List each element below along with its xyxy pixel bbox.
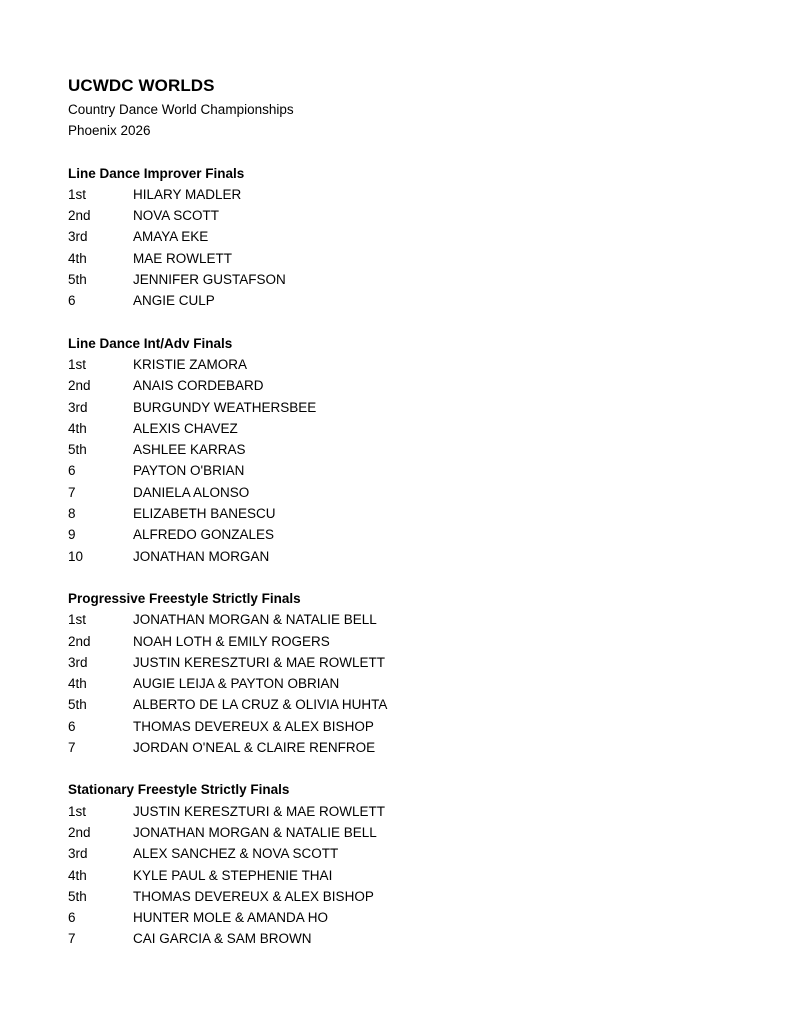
result-place: 5th [68,272,87,288]
result-row [68,503,768,524]
result-place: 8 [68,506,76,522]
result-name: ALBERTO DE LA CRUZ & OLIVIA HUHTA [133,697,388,713]
result-row [68,524,768,545]
section-title: Stationary Freestyle Strictly Finals [68,782,290,798]
result-name: THOMAS DEVEREUX & ALEX BISHOP [133,888,374,904]
result-place: 7 [68,740,76,756]
section-title: Progressive Freestyle Strictly Finals [68,590,301,606]
result-place: 5th [68,697,87,713]
result-place: 4th [68,867,87,883]
result-name: JORDAN O'NEAL & CLAIRE RENFROE [133,740,376,756]
result-name: DANIELA ALONSO [133,484,250,500]
result-row [68,822,768,843]
result-row [68,439,768,460]
section-title: Line Dance Int/Adv Finals [68,335,233,351]
result-place: 2nd [68,824,91,840]
result-row [68,737,768,758]
result-place: 3rd [68,654,88,670]
result-place: 1st [68,803,87,819]
result-row [68,482,768,503]
result-name: JONATHAN MORGAN [133,548,270,564]
result-row [68,716,768,737]
result-name: AMAYA EKE [133,229,209,245]
result-row [68,907,768,928]
result-row [68,226,768,247]
result-place: 7 [68,484,76,500]
result-row [68,865,768,886]
result-place: 2nd [68,633,91,649]
result-row [68,184,768,205]
results-sections [68,163,768,950]
result-name: ANAIS CORDEBARD [133,378,264,394]
result-place: 4th [68,676,87,692]
result-name: CAI GARCIA & SAM BROWN [133,931,312,947]
result-row [68,248,768,269]
result-place: 2nd [68,378,91,394]
document-title: UCWDC WORLDS [68,76,215,95]
result-row [68,928,768,949]
result-name: ALEXIS CHAVEZ [133,420,238,436]
results-section [68,588,768,758]
result-row [68,609,768,630]
result-name: NOAH LOTH & EMILY ROGERS [133,633,330,649]
result-name: HUNTER MOLE & AMANDA HO [133,910,329,926]
result-name: ELIZABETH BANESCU [133,506,276,522]
result-place: 1st [68,356,87,372]
result-name: JONATHAN MORGAN & NATALIE BELL [133,824,377,840]
result-name: PAYTON O'BRIAN [133,463,245,479]
result-name: JUSTIN KERESZTURI & MAE ROWLETT [133,654,386,670]
result-row [68,631,768,652]
document-location: Phoenix 2026 [68,123,151,139]
result-place: 1st [68,186,87,202]
result-name: AUGIE LEIJA & PAYTON OBRIAN [133,676,340,692]
result-name: BURGUNDY WEATHERSBEE [133,399,317,415]
result-row [68,886,768,907]
document-subtitle: Country Dance World Championships [68,102,294,117]
results-section [68,333,768,567]
result-row [68,205,768,226]
result-place: 6 [68,718,76,734]
result-row [68,694,768,715]
result-place: 10 [68,548,84,564]
result-name: KRISTIE ZAMORA [133,356,248,372]
result-place: 3rd [68,399,88,415]
document-page [68,74,768,950]
result-row [68,652,768,673]
result-row [68,397,768,418]
result-row [68,673,768,694]
result-row [68,843,768,864]
result-place: 1st [68,612,87,628]
result-name: MAE ROWLETT [133,250,233,266]
result-row [68,290,768,311]
result-place: 2nd [68,208,91,224]
result-name: JUSTIN KERESZTURI & MAE ROWLETT [133,803,386,819]
section-title: Line Dance Improver Finals [68,165,245,181]
result-name: ANGIE CULP [133,293,215,309]
result-name: NOVA SCOTT [133,208,220,224]
results-section [68,163,768,312]
result-place: 5th [68,442,87,458]
result-row [68,269,768,290]
result-name: JENNIFER GUSTAFSON [133,272,286,288]
result-place: 6 [68,463,76,479]
result-place: 3rd [68,846,88,862]
results-section [68,779,768,949]
result-row [68,418,768,439]
result-place: 3rd [68,229,88,245]
result-name: ALEX SANCHEZ & NOVA SCOTT [133,846,339,862]
document-header [68,99,768,142]
result-name: HILARY MADLER [133,186,242,202]
result-row [68,460,768,481]
result-place: 5th [68,888,87,904]
result-place: 6 [68,293,76,309]
result-row [68,354,768,375]
result-place: 7 [68,931,76,947]
result-name: KYLE PAUL & STEPHENIE THAI [133,867,333,883]
result-row [68,801,768,822]
result-row [68,546,768,567]
result-place: 6 [68,910,76,926]
result-name: ALFREDO GONZALES [133,527,275,543]
result-place: 4th [68,250,87,266]
result-name: ASHLEE KARRAS [133,442,246,458]
result-name: JONATHAN MORGAN & NATALIE BELL [133,612,377,628]
result-name: THOMAS DEVEREUX & ALEX BISHOP [133,718,374,734]
result-place: 9 [68,527,76,543]
result-place: 4th [68,420,87,436]
result-row [68,375,768,396]
